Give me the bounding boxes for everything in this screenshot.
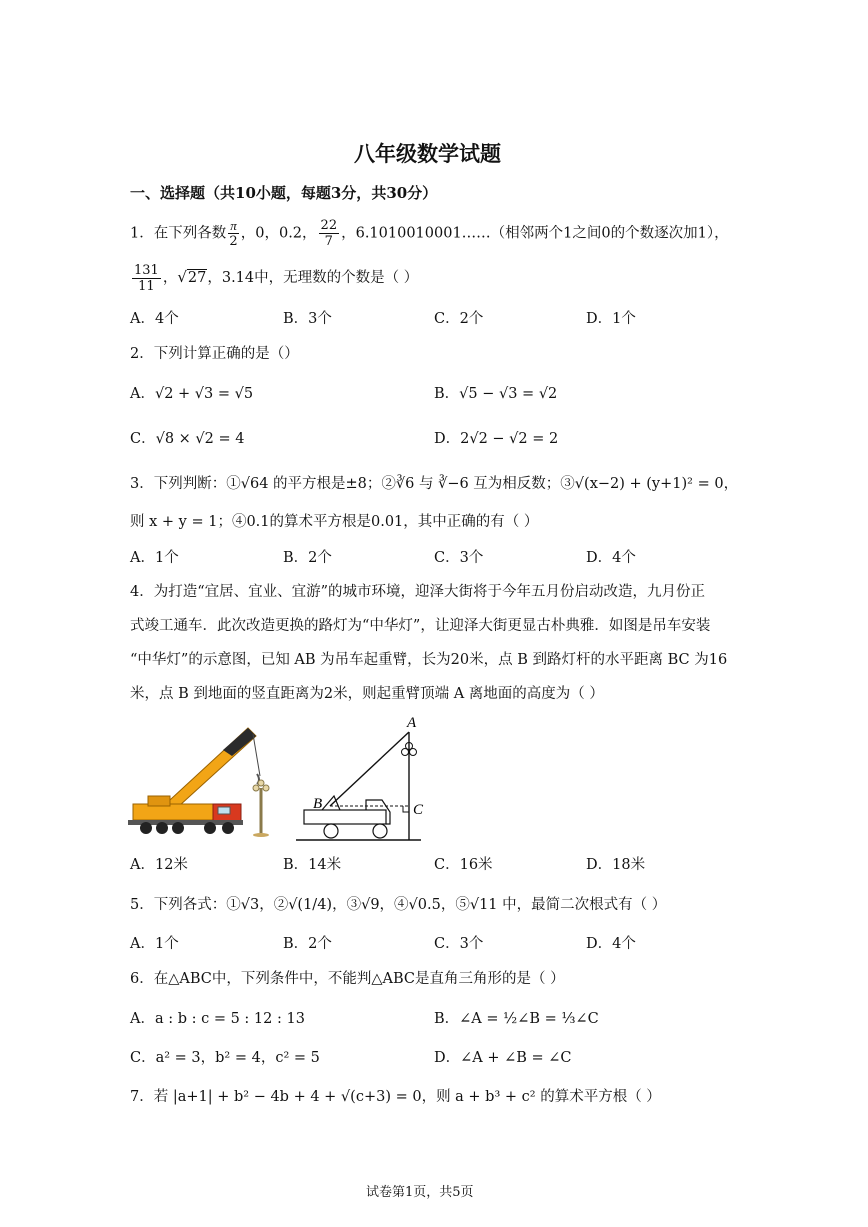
sqrt-27: √27	[177, 268, 207, 286]
q2-option-b: B．√5 − √3 = √2	[434, 386, 558, 402]
crane-truck-illustration	[128, 716, 283, 841]
question-2-stem: 2．下列计算正确的是（）	[130, 346, 299, 362]
q6-option-b: B．∠A = ½∠B = ⅓∠C	[434, 1011, 599, 1027]
crane-diagram	[296, 712, 436, 844]
q4-option-c: C．16米	[434, 857, 493, 873]
q2-option-a: A．√2 + √3 = √5	[130, 386, 254, 402]
question-4-line-3: “中华灯”的示意图，已知 AB 为吊车起重臂，长为20米，点 B 到路灯杆的水平距离 BC 为16	[130, 652, 728, 668]
q5-option-b: B．2个	[283, 936, 332, 952]
truck-outline	[304, 810, 386, 824]
q6-option-d: D．∠A + ∠B = ∠C	[434, 1050, 572, 1066]
question-6-stem: 6．在△ABC中，下列条件中，不能判△ABC是直角三角形的是（ ）	[130, 971, 565, 987]
q6-option-c: C．a² = 3，b² = 4，c² = 5	[130, 1050, 320, 1066]
wheel-right	[373, 824, 387, 838]
q3-option-d: D．4个	[586, 550, 636, 566]
question-4-line-1: 4．为打造“宜居、宜业、宜游”的城市环境，迎泽大街将于今年五月份启动改造，九月份正	[130, 584, 706, 600]
q2-option-c: C．√8 × √2 = 4	[130, 431, 245, 447]
question-4-line-4: 米，点 B 到地面的竖直距离为2米，则起重臂顶端 A 离地面的高度为（ ）	[130, 686, 604, 702]
q5-option-d: D．4个	[586, 936, 636, 952]
question-1-line-2: $\frac{131}{11}$ ，√27，3.14中，无理数的个数是（ ）	[134, 262, 419, 294]
q4-option-a: A．12米	[130, 857, 188, 873]
page-title: 八年级数学试题	[354, 141, 501, 166]
q3-option-a: A．1个	[130, 550, 179, 566]
question-4-line-2: 式竣工通车．此次改造更换的路灯为“中华灯”，让迎泽大街更显古朴典雅．如图是吊车安装	[130, 618, 711, 634]
truck-body	[133, 804, 213, 820]
q5-option-a: A．1个	[130, 936, 179, 952]
section-header: 一、选择题（共10小题，每题3分，共30分）	[130, 184, 438, 202]
q3-option-c: C．3个	[434, 550, 484, 566]
q6-option-a: A．a : b : c = 5 : 12 : 13	[130, 1011, 305, 1027]
question-7-stem: 7．若 |a+1| + b² − 4b + 4 + √(c+3) = 0，则 a + b³ + c² 的算术平方根（ ）	[130, 1089, 661, 1105]
fraction-22-over-7: $\frac{22}{7}$	[320, 218, 338, 249]
wheel	[140, 822, 152, 834]
question-3-line-1: 3．下列判断：①√64 的平方根是±8；②∛6 与 ∛−6 互为相反数；③√(x−2) + (y+1)² = 0，	[130, 476, 739, 492]
q5-option-c: C．3个	[434, 936, 484, 952]
question-5-stem: 5．下列各式：①√3，②√(1/4)，③√9，④√0.5，⑤√11 中，最简二次根式有（ ）	[130, 897, 667, 913]
q1-option-b: B．3个	[283, 311, 332, 327]
fraction-131-over-11: $\frac{131}{11}$	[134, 262, 159, 294]
crane-cable	[253, 734, 260, 776]
q1-option-c: C．2个	[434, 311, 484, 327]
label-a: A	[407, 715, 417, 731]
q4-option-d: D．18米	[586, 857, 646, 873]
question-1-line-1: 1．在下列各数 $\frac{\pi}{2}$ ，0，0.2， $\frac{22}{7}$ ，6.1010010001……（相邻两个1之间0的个数逐次加1），	[130, 218, 729, 249]
page-footer: 试卷第1页，共5页	[366, 1185, 474, 1200]
q2-option-d: D．2√2 − √2 = 2	[434, 431, 559, 447]
question-3-line-2: 则 x + y = 1；④0.1的算术平方根是0.01，其中正确的有（ ）	[130, 514, 539, 530]
label-c: C	[413, 802, 424, 818]
q1-option-a: A．4个	[130, 311, 179, 327]
q3-option-b: B．2个	[283, 550, 332, 566]
fraction-pi-over-2: $\frac{\pi}{2}$	[229, 218, 238, 249]
label-b: B	[313, 796, 323, 812]
wheel-left	[324, 824, 338, 838]
q1-option-d: D．1个	[586, 311, 636, 327]
boom-ab	[330, 732, 409, 806]
q4-option-b: B．14米	[283, 857, 342, 873]
crane-boom-tip	[223, 728, 256, 756]
